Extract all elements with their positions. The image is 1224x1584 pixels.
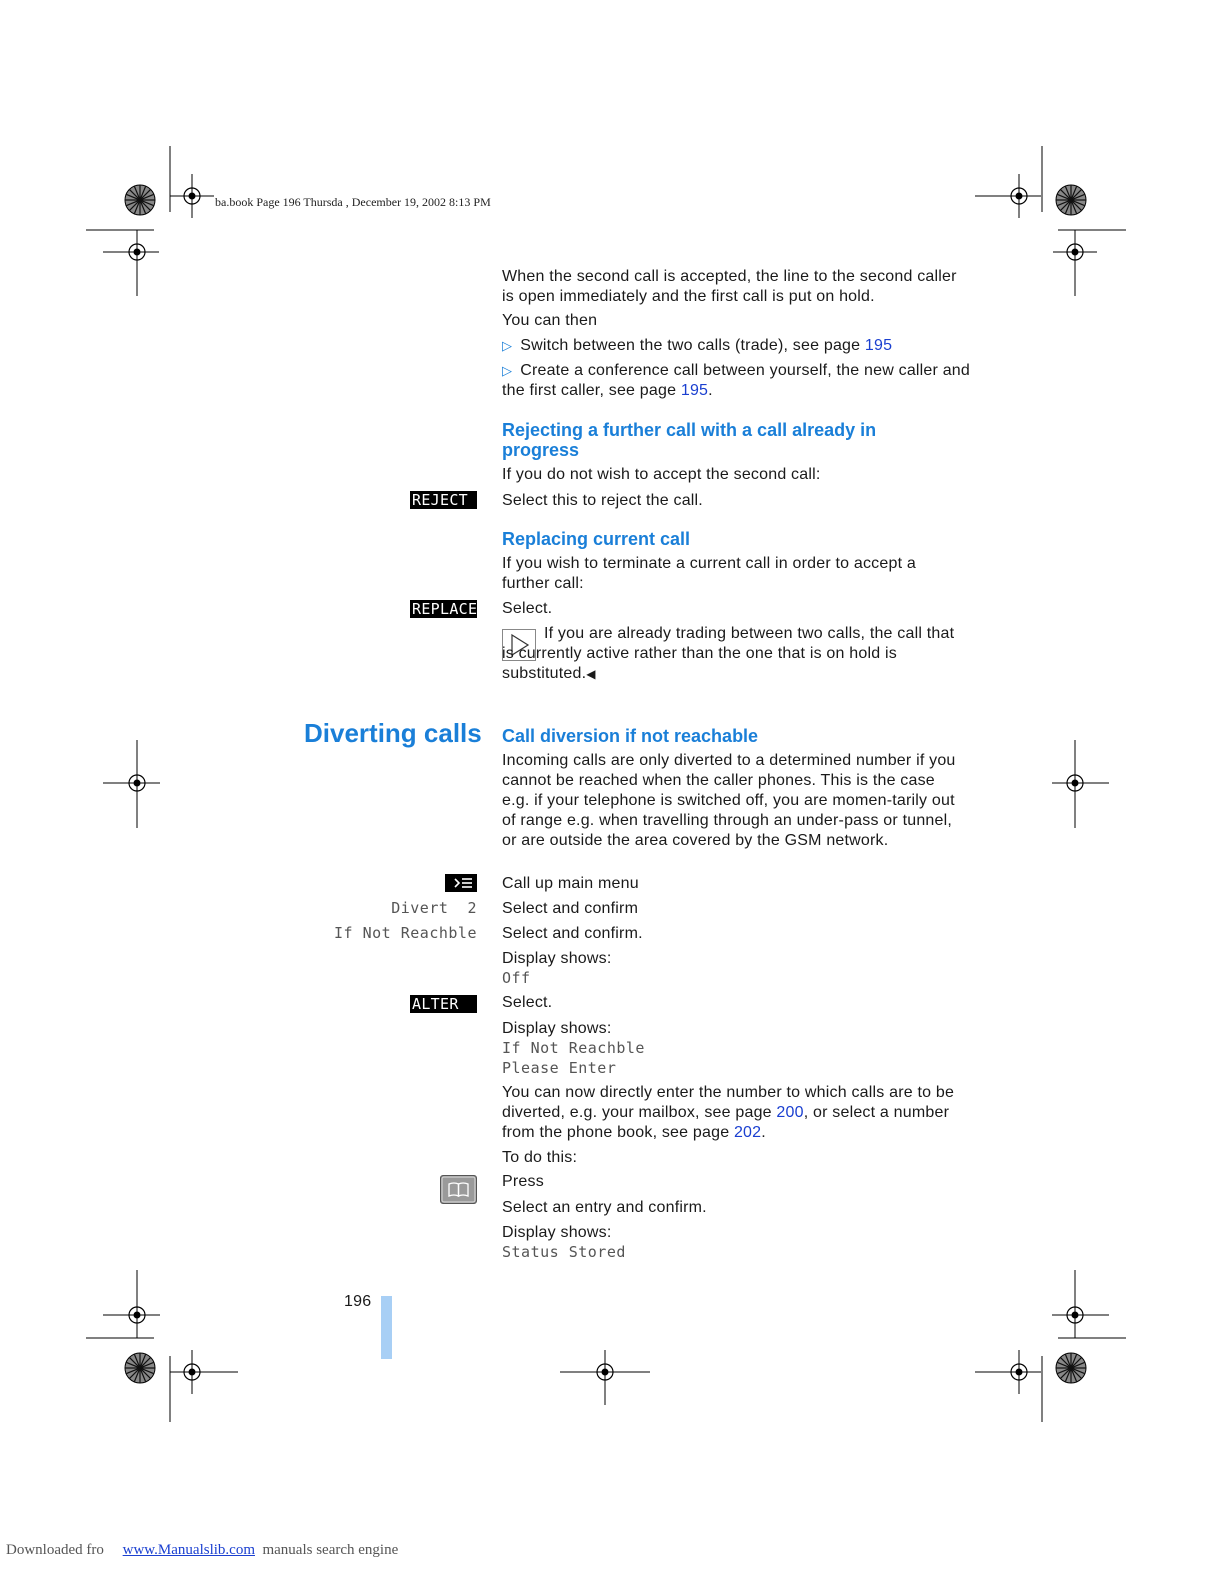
display-shows-label: Display shows: bbox=[502, 1224, 612, 1241]
registration-target-icon bbox=[170, 174, 214, 218]
file-info-line: ba.book Page 196 Thursda , December 19, 2002 8:13 PM bbox=[215, 195, 491, 209]
page-link-195[interactable]: 195 bbox=[864, 337, 893, 354]
lcd-divert[interactable]: Divert 2 bbox=[391, 899, 477, 917]
display-value-status-stored: Status Stored bbox=[502, 1243, 626, 1261]
footer: Downloaded fro www.Manualslib.com manuals search engine bbox=[6, 1542, 399, 1558]
reject-action: Select this to reject the call. bbox=[502, 492, 703, 509]
enter-number-paragraph: You can now directly enter the number to which calls are to be diverted, e.g. your mailbox, see page 200, or select a number from the phone book, see page 202. bbox=[502, 1084, 955, 1141]
page-edge-bar bbox=[381, 1296, 392, 1359]
page-link-200[interactable]: 200 bbox=[776, 1104, 804, 1121]
step-press: Press bbox=[502, 1173, 544, 1190]
phonebook-button-icon[interactable] bbox=[440, 1175, 477, 1204]
registration-starburst-icon bbox=[1056, 185, 1086, 215]
step-select-entry: Select an entry and confirm. bbox=[502, 1199, 707, 1216]
replace-note: If you are already trading between two calls, the call that is currently active rather than the one that is on hold is substituted.◀ bbox=[502, 625, 955, 682]
replace-intro: If you wish to terminate a current call in order to accept a further call: bbox=[502, 555, 916, 592]
page-link-202[interactable]: 202 bbox=[733, 1124, 762, 1141]
registration-starburst-icon bbox=[125, 185, 155, 215]
chapter-title: Diverting calls bbox=[304, 718, 482, 748]
display-value-off: Off bbox=[502, 969, 531, 987]
bullet-trade: ▷ Switch between the two calls (trade), see page 195 bbox=[502, 337, 893, 354]
end-of-note-icon: ◀ bbox=[586, 667, 596, 681]
diversion-intro: Incoming calls are only diverted to a determined number if you cannot be reached when the caller phones. This is the case e.g. if your telephone is switched off, you are momen-tarily out of range e.g. when travelling through an under-pass or tunnel, or are outside the area covered by the GSM network. bbox=[502, 752, 956, 849]
replace-action: Select. bbox=[502, 600, 553, 617]
registration-starburst-icon bbox=[1056, 1353, 1086, 1383]
step-if-not-reachable: Select and confirm. bbox=[502, 925, 643, 942]
heading-replacing: Replacing current call bbox=[502, 529, 691, 549]
page-number: 196 bbox=[344, 1293, 372, 1310]
alter-softkey[interactable]: ALTER bbox=[410, 995, 477, 1013]
step-divert: Select and confirm bbox=[502, 900, 639, 917]
main-menu-key-icon[interactable] bbox=[445, 874, 477, 892]
step-main-menu: Call up main menu bbox=[502, 875, 639, 892]
reject-intro: If you do not wish to accept the second call: bbox=[502, 466, 821, 483]
intro-you-can-then: You can then bbox=[502, 312, 598, 329]
reject-softkey[interactable]: REJECT bbox=[410, 491, 477, 509]
display-shows-label: Display shows: bbox=[502, 950, 612, 967]
registration-starburst-icon bbox=[125, 1353, 155, 1383]
lcd-if-not-reachable[interactable]: If Not Reachble bbox=[334, 924, 477, 942]
replace-softkey[interactable]: REPLACE bbox=[412, 600, 478, 618]
step-alter: Select. bbox=[502, 994, 553, 1011]
intro-paragraph: When the second call is accepted, the line to the second caller is open immediately and the first call is put on hold. bbox=[502, 268, 957, 305]
page-link-195[interactable]: 195 bbox=[680, 382, 709, 399]
display-value-please-enter: Please Enter bbox=[502, 1059, 617, 1077]
bullet-triangle-icon: ▷ bbox=[502, 363, 513, 378]
manualslib-link[interactable]: www.Manualslib.com bbox=[122, 1542, 255, 1558]
display-value-reachable: If Not Reachble bbox=[502, 1039, 645, 1057]
heading-rejecting: Rejecting a further call with a call already in progress bbox=[502, 420, 877, 460]
heading-diversion-not-reachable: Call diversion if not reachable bbox=[502, 726, 759, 746]
bullet-conference: ▷ Create a conference call between yourself, the new caller and the first caller, see page 195. bbox=[502, 362, 970, 399]
display-shows-label: Display shows: bbox=[502, 1020, 612, 1037]
to-do-this: To do this: bbox=[502, 1149, 578, 1166]
bullet-triangle-icon: ▷ bbox=[502, 338, 513, 353]
